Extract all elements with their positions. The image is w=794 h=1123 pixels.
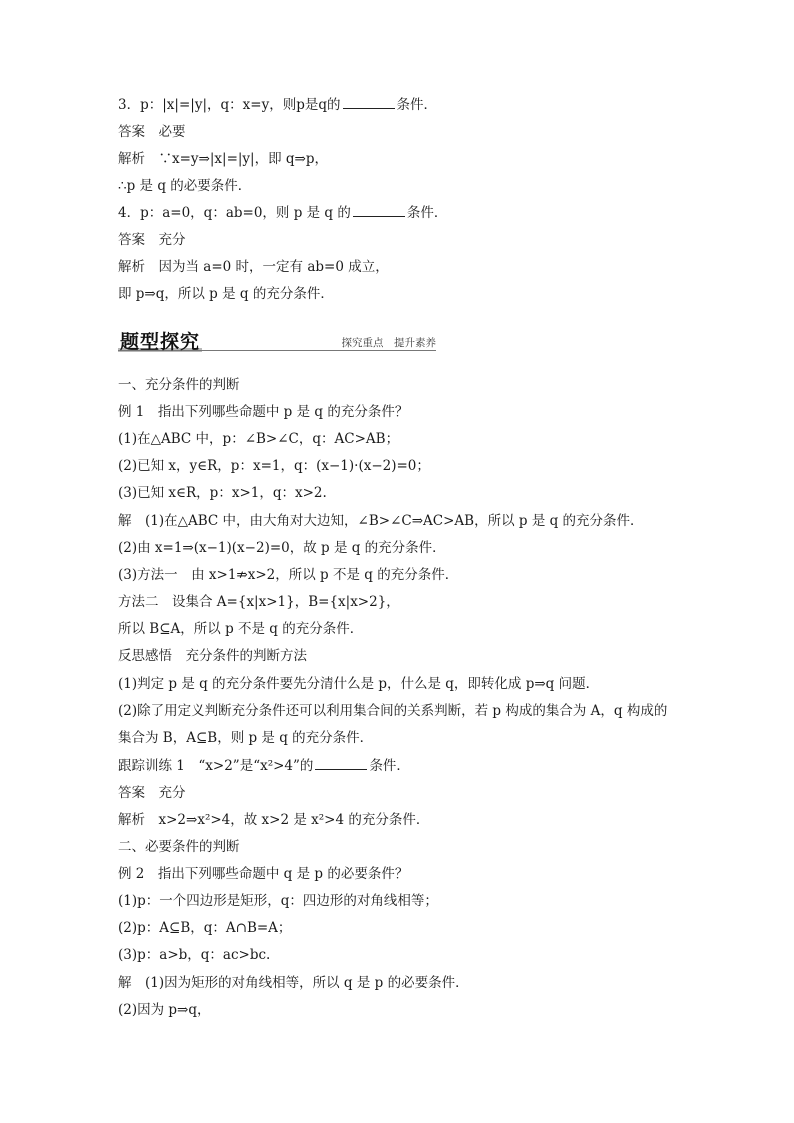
solution-1-method-2: 方法二 设集合 A={x|x>1}，B={x|x>2}， (118, 594, 400, 610)
solution-1-method-2-conclusion: 所以 B⊆A，所以 p 不是 q 的充分条件． (118, 621, 364, 637)
answer-blank (315, 757, 367, 770)
solution-1-part-2: (2)由 x=1⇒(x−1)(x−2)=0，故 p 是 q 的充分条件． (118, 540, 446, 556)
solution-1-part-3: (3)方法一 由 x>1⇏x>2，所以 p 不是 q 的充分条件． (118, 567, 459, 583)
reflection-item-2: (2)除了用定义判断充分条件还可以利用集合间的关系判断，若 p 构成的集合为 A，q 构成的 (118, 703, 668, 719)
solution-2-part-1: 解 (1)因为矩形的对角线相等，所以 q 是 p 的必要条件． (118, 975, 469, 991)
solution-2-part-2: (2)因为 p⇒q， (118, 1002, 211, 1018)
banner-title: 题型探究 (120, 331, 201, 353)
answer-blank (343, 96, 395, 109)
section-2-title: 二、必要条件的判断 (118, 839, 240, 855)
answer-3: 答案 必要 (118, 124, 186, 140)
problem-4: 4．p：a=0，q：ab=0，则 p 是 q 的 条件． (118, 205, 448, 221)
problem-3: 3．p：|x|=|y|，q：x=y，则p是q的 条件． (118, 97, 438, 113)
example-1: 例 1 指出下列哪些命题中 p 是 q 的充分条件？ (118, 404, 409, 420)
analysis-3-line1: 解析 ∵x=y⇒|x|=|y|，即 q⇒p， (118, 151, 328, 167)
example-2-item-2: (2)p：A⊆B，q：A∩B=A； (118, 920, 292, 936)
analysis-4-line2: 即 p⇒q，所以 p 是 q 的充分条件． (118, 286, 334, 302)
example-1-item-3: (3)已知 x∈R，p：x>1，q：x>2. (118, 485, 327, 501)
practice-1: 跟踪训练 1 “x>2”是“x²>4”的 条件． (118, 758, 410, 774)
answer-4: 答案 充分 (118, 232, 186, 248)
section-1-title: 一、充分条件的判断 (118, 377, 240, 393)
analysis-3-line2: ∴p 是 q 的必要条件． (118, 178, 252, 194)
example-1-item-2: (2)已知 x，y∈R，p：x=1，q：(x−1)·(x−2)=0； (118, 458, 430, 474)
practice-1-analysis: 解析 x>2⇒x²>4，故 x>2 是 x²>4 的充分条件． (118, 812, 430, 828)
solution-1-part-1: 解 (1)在△ABC 中，由大角对大边知，∠B>∠C⇒AC>AB，所以 p 是 q 的充分条件． (118, 513, 644, 529)
example-2-item-3: (3)p：a>b，q：ac>bc. (118, 947, 271, 963)
example-2-item-1: (1)p：一个四边形是矩形，q：四边形的对角线相等； (118, 893, 438, 909)
analysis-4-line1: 解析 因为当 a=0 时，一定有 ab=0 成立， (118, 259, 389, 275)
practice-1-answer: 答案 充分 (118, 785, 186, 801)
banner-subtitle: 探究重点 提升素养 (338, 335, 437, 350)
reflection-item-2-cont: 集合为 B，A⊆B，则 p 是 q 的充分条件． (118, 730, 374, 746)
example-2: 例 2 指出下列哪些命题中 q 是 p 的必要条件？ (118, 866, 409, 882)
reflection-title: 反思感悟 充分条件的判断方法 (118, 648, 307, 664)
answer-blank (353, 204, 405, 217)
section-banner (118, 327, 436, 355)
example-1-item-1: (1)在△ABC 中，p：∠B>∠C，q：AC>AB； (118, 431, 400, 447)
reflection-item-1: (1)判定 p 是 q 的充分条件要先分清什么是 p，什么是 q，即转化成 p⇒q 问题． (118, 676, 600, 692)
